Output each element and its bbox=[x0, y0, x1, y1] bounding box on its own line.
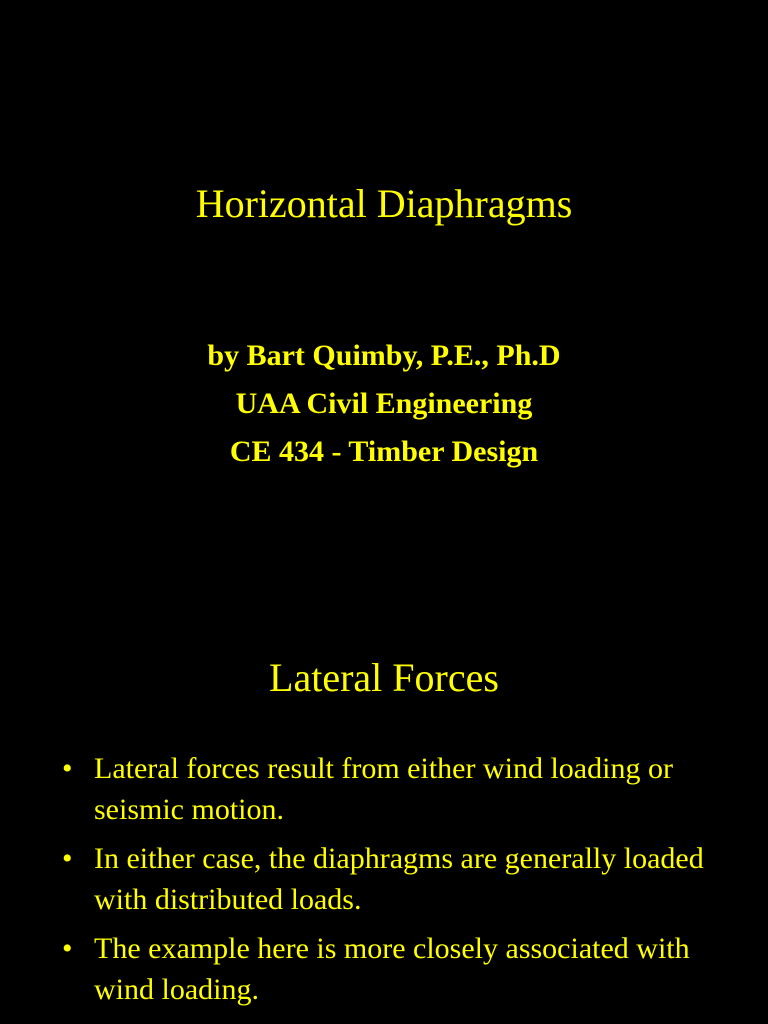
author-line: by Bart Quimby, P.E., Ph.D bbox=[207, 339, 561, 372]
slide-heading: Lateral Forces bbox=[269, 655, 499, 700]
bullet-list bbox=[62, 748, 722, 1018]
bullet-text: Lateral forces result from either wind loading or seismic motion. bbox=[94, 752, 673, 826]
bullet-dot-icon: • bbox=[62, 932, 73, 965]
bullet-item bbox=[62, 928, 722, 1010]
bullet-text: In either case, the diaphragms are generally loaded with distributed loads. bbox=[94, 842, 704, 916]
course-line: CE 434 - Timber Design bbox=[229, 435, 539, 468]
bullet-item bbox=[62, 748, 722, 830]
bullet-dot-icon: • bbox=[62, 752, 73, 785]
bullet-text: The example here is more closely associated with wind loading. bbox=[94, 932, 690, 1006]
department-line: UAA Civil Engineering bbox=[235, 387, 533, 420]
bullet-dot-icon: • bbox=[62, 842, 73, 875]
author-block bbox=[0, 332, 768, 476]
slide-lateral-forces bbox=[0, 590, 768, 1024]
bullet-item bbox=[62, 838, 722, 920]
slide-title: Horizontal Diaphragms bbox=[195, 181, 573, 226]
